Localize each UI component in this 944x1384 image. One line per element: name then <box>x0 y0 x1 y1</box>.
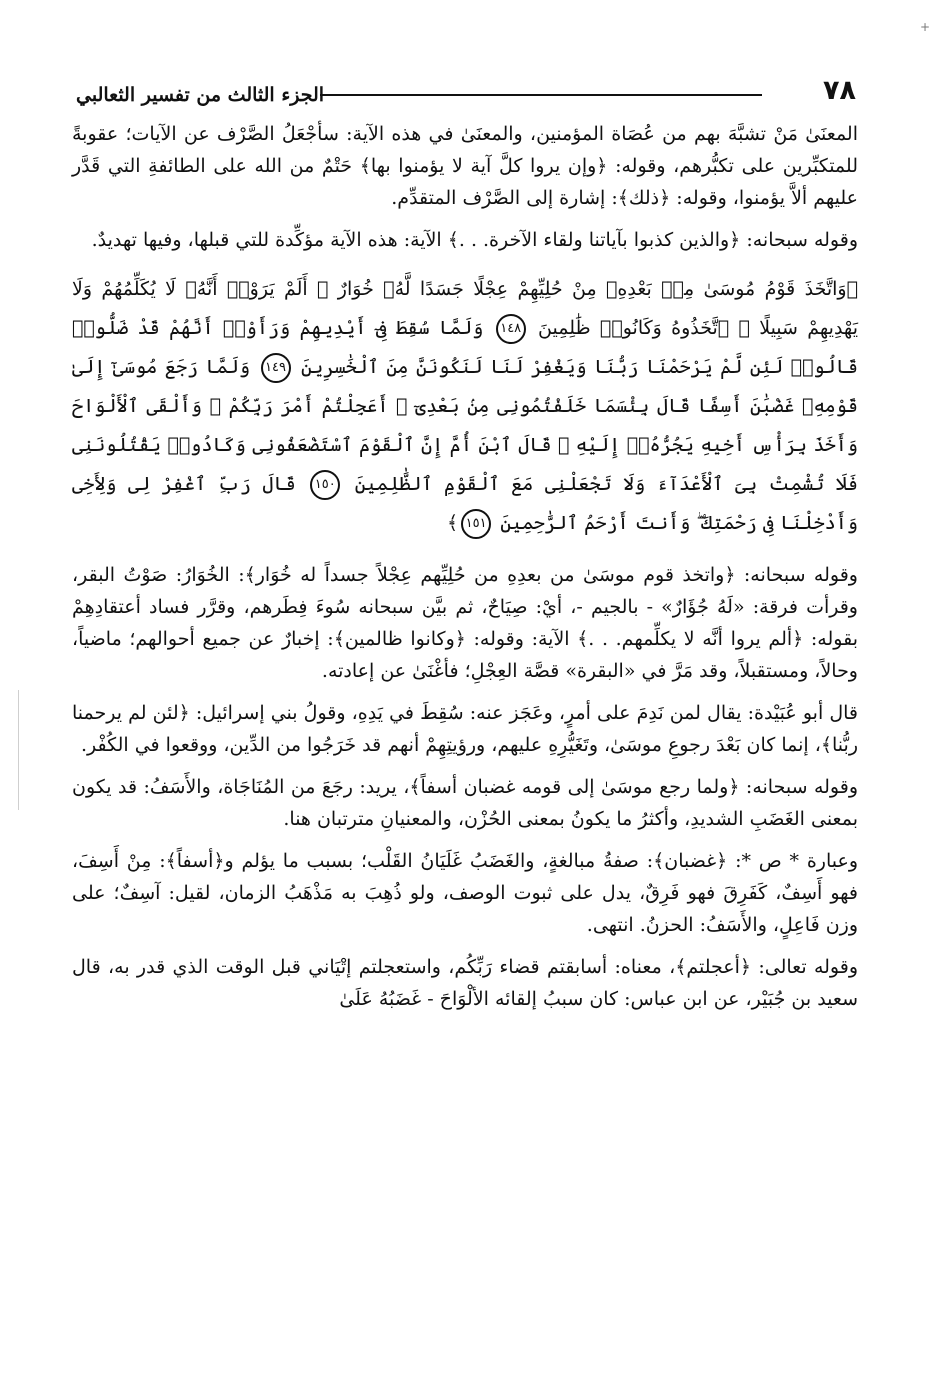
verse-150-text: وَلَمَّا رَجَعَ مُوسَىٰٓ إِلَىٰ قَوْمِهِۦ غَضْبَٰنَ أَسِفًا قَالَ بِئْسَمَا خَلَفْتُمُونِى مِنۢ بَعْدِىٓ ۖ أَعَجِلْتُمْ أَمْرَ رَبِّكُمْ ۖ وَأَلْقَى ٱلْأَلْوَاحَ وَأَخَذَ بِرَأْسِ أَخِيهِ يَجُرُّهُۥٓ إِلَيْهِ ۚ قَالَ ٱبْنَ أُمَّ إِنَّ ٱلْقَوْمَ ٱسْتَضْعَفُونِى وَكَادُوا۟ يَقْتُلُونَنِى فَلَا تُشْمِتْ بِىَ ٱلْأَعْدَآءَ وَلَا تَجْعَلْنِى مَعَ ٱلْقَوْمِ ٱلظَّٰلِمِينَ <box>72 356 859 495</box>
ayah-number-148: ١٤٨ <box>496 314 526 344</box>
verse-closing-bracket: ﴾ <box>447 512 459 534</box>
page-number: ٧٨ <box>823 75 856 106</box>
verse-151-text: قَالَ رَبِّ ٱغْفِرْ لِى وَلِأَخِى وَأَدْخِلْنَا فِى رَحْمَتِكَ ۖ وَأَنتَ أَرْحَمُ ٱلرَّٰحِمِينَ <box>72 473 858 534</box>
scan-edge-line <box>18 690 19 810</box>
margin-mark: + <box>919 20 930 34</box>
ayah-number-149: ١٤٩ <box>261 353 291 383</box>
running-title: الجزء الثالث من تفسير الثعالبي <box>76 84 325 106</box>
ayah-number-150: ١٥٠ <box>310 470 340 500</box>
quran-verses-block <box>72 270 858 543</box>
commentary-paragraph-4: وعبارة * ص *: ﴿غضبان﴾: صفةُ مبالغةٍ، والغَضَبُ غَلَيَانُ القَلْب؛ بسبب ما يؤلم و﴿أسفاً﴾: مِنْ أَسِفَ، فهو أَسِفٌ، كَفَرِقَ فهو فَرِقٌ، يدل على ثبوت الوصف، ولو ذُهِبَ به مَذْهَبُ الزمان، لقيل: آسِفٌ؛ على وزن فَاعِلٍ، والأَسَفُ: الحزنُ. انتهى. <box>72 850 858 936</box>
commentary-paragraph-2: قال أبو عُبَيْدة: يقال لمن نَدِمَ على أمرٍ، وعَجَز عنه: سُقِطَ في يَدِهِ، وقولُ بني إسرائيل: ﴿لئن لم يرحمنا ربُّنا﴾، إنما كان بَعْدَ رجوعِ موسَىٰ، وتَغَيُّرِهِ عليهم، ورؤيتِهِمْ أنهم قد خَرَجُوا من الدِّين، ووقعوا في الكُفْر. <box>72 702 858 756</box>
verse-148-text: ﴿وَاتَّخَذَ قَوْمُ مُوسَىٰ مِنۢ بَعْدِهِۦ مِنْ حُلِيِّهِمْ عِجْلًا جَسَدًا لَّهُۥ خُوَارٌ ۚ أَلَمْ يَرَوْا۟ أَنَّهُۥ لَا يُكَلِّمُهُمْ وَلَا يَهْدِيهِمْ سَبِيلًا ۘ ٱتَّخَذُوهُ وَكَانُوا۟ ظَٰلِمِينَ <box>72 278 858 339</box>
header-rule <box>320 94 762 96</box>
commentary-paragraph-3: وقوله سبحانه: ﴿ولما رجع موسَىٰ إلى قومه غضبان أسفاً﴾، يريد: رجَعَ من المُنَاجَاة، والأَسَفُ: قد يكون بمعنى الغَضَبِ الشديدِ، وأكثرُ ما يكونُ بمعنى الحُزْن، والمعنيانِ مترتبان هنا. <box>72 776 858 830</box>
page-header <box>72 74 858 118</box>
intro-paragraph-2: وقوله سبحانه: ﴿والذين كذبوا بآياتنا ولقاء الآخرة. . .﴾ الآية: هذه الآية مؤكِّدة للتي قبلها، وفيها تهديدٌ. <box>91 229 858 251</box>
verse-149-text: وَلَمَّا سُقِطَ فِىٓ أَيْدِيهِمْ وَرَأَوْا۟ أَنَّهُمْ قَدْ ضَلُّوا۟ قَالُوا۟ لَئِن لَّمْ يَرْحَمْنَا رَبُّنَا وَيَغْفِرْ لَنَا لَنَكُونَنَّ مِنَ ٱلْخَٰسِرِينَ <box>72 317 858 378</box>
commentary-paragraph-1: وقوله سبحانه: ﴿واتخذ قوم موسَىٰ من بعدِهِ من حُلِيِّهم عِجْلاً جسداً له خُوَار﴾: الخُوَارُ: صَوْتُ البقر، وقرأت فرقة: «لَهُ جُؤَارٌ» - بالجيم -، أيْ: صِيَاحٌ، ثم بيَّن سبحانه سُوءَ فِطَرهم، وقرَّر فساد أعتقادِهِمْ بقوله: ﴿ألم يروا أنَّه لا يكلِّمهم. . .﴾ الآية: وقوله: ﴿وكانوا ظالمين﴾: إخبارٌ عن جميع أحوالهم؛ ماضياً، وحالاً، ومستقبلاً، وقد مَرَّ في «البقرة» قصَّة العِجْلِ؛ فأغْنَىٰ عن إعادته. <box>72 564 858 682</box>
commentary-paragraph-5: وقوله تعالى: ﴿أعجلتم﴾، معناه: أسابقتم قضاء رَبِّكُم، واستعجلتم إتْيَاني قبل الوقت الذي قدر به، قال سعيد بن جُبَيْر، عن ابن عباس: كان سببُ إلقائه الألْوَاحَ - غَضَبُهُ عَلَىٰ <box>72 956 858 1010</box>
intro-paragraph-1: المعنَىٰ مَنْ تشبَّهَ بهم من عُصَاة المؤمنين، والمعنَىٰ في هذه الآية: سأجْعَلُ الصَّرْف عن الآيات؛ عقوبةً للمتكبِّرين على تكبُّرهم، وقوله: ﴿وإن يروا كلَّ آية لا يؤمنوا بها﴾ حَتْمٌ من الله على الطائفةِ التي قَدَّر عليهم ألاَّ يؤمنوا، وقوله: ﴿ذلك﴾: إشارة إلى الصَّرْف المتقدِّم. <box>72 123 858 209</box>
book-page <box>72 74 858 1374</box>
ayah-number-151: ١٥١ <box>461 509 491 539</box>
